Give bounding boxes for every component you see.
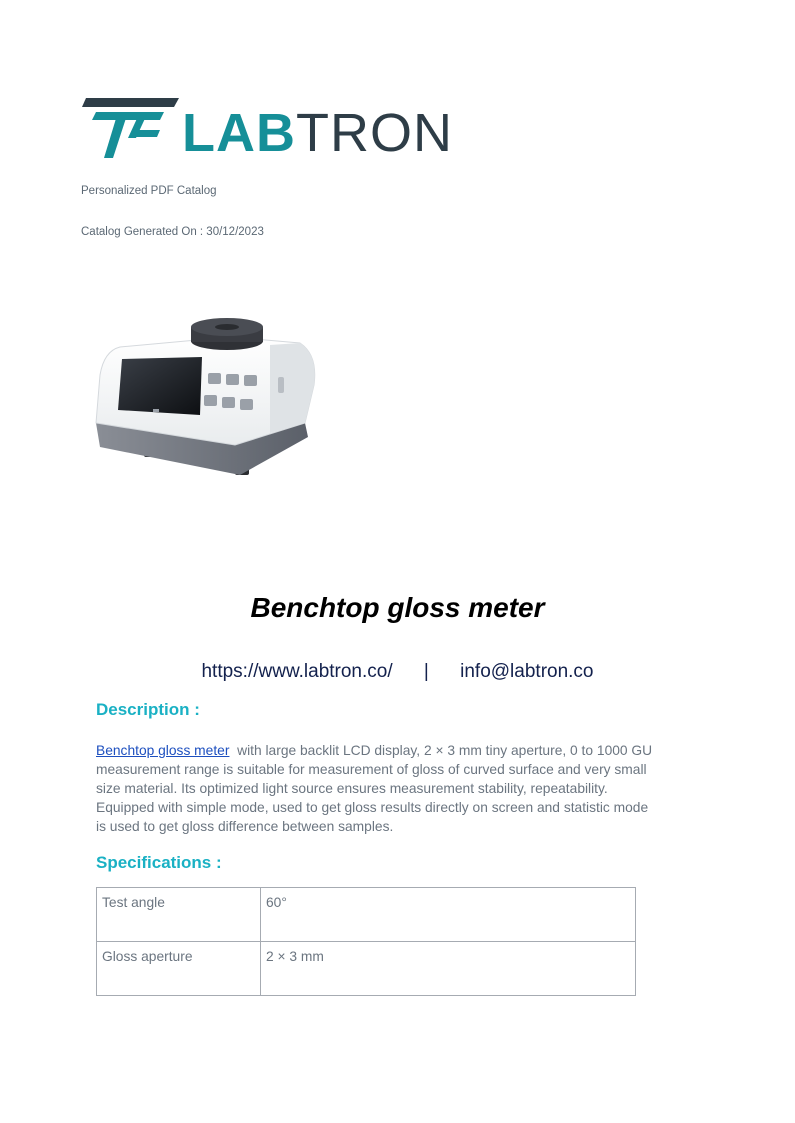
- product-title: Benchtop gloss meter: [250, 592, 545, 623]
- spec-label: Test angle: [97, 888, 261, 942]
- catalog-generated-date: Catalog Generated On : 30/12/2023: [81, 226, 264, 238]
- catalog-label: Personalized PDF Catalog: [81, 185, 217, 197]
- email-link[interactable]: info@labtron.co: [460, 661, 594, 682]
- table-row: [97, 942, 636, 996]
- specifications-table: [96, 887, 636, 996]
- spec-label: Gloss aperture: [97, 942, 261, 996]
- labtron-logo-mark-icon: [82, 96, 180, 160]
- logo-wordmark: [182, 103, 453, 163]
- description-body: with large backlit LCD display, 2 × 3 mm tiny aperture, 0 to 1000 GU measurement range is suitable for measurement of gloss of curved surface and very small size material. Its optimized light source ensures measurement stability, repeatability. Equipped with simple mode, used to get gloss results directly on screen and statistic mode is used to get gloss difference between samples.: [96, 743, 656, 834]
- specifications-heading: Specifications :: [96, 853, 222, 872]
- product-link[interactable]: Benchtop gloss meter: [96, 743, 230, 758]
- contact-separator: |: [423, 661, 429, 682]
- spec-value: 2 × 3 mm: [261, 942, 636, 996]
- spec-value: 60°: [261, 888, 636, 942]
- product-image: [90, 315, 325, 485]
- logo-word-tron: TRON: [295, 103, 453, 163]
- labtron-logo: [82, 96, 462, 162]
- logo-word-lab: LAB: [182, 103, 296, 163]
- website-link[interactable]: https://www.labtron.co/: [201, 661, 393, 682]
- contact-line: [0, 661, 795, 683]
- description-heading: Description :: [96, 700, 200, 719]
- table-row: [97, 888, 636, 942]
- description-text: [96, 741, 656, 836]
